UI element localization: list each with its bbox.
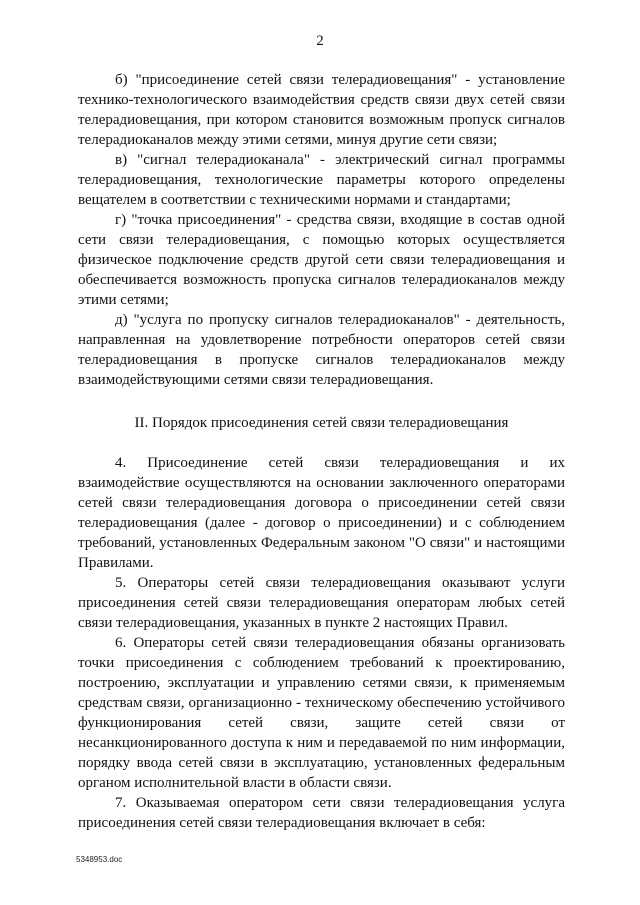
document-body <box>78 70 565 833</box>
page-number: 2 <box>316 33 324 49</box>
paragraph-g: г) "точка присоединения" - средства связи, входящие в состав одной сети связи телерадиовещания, с помощью которых осуществляется физическое подключение средств другой сети связи телерадиовещания и обеспечивается возможность пропуска сигналов телерадиоканалов между этими сетями; <box>78 212 565 308</box>
paragraph-d: д) "услуга по пропуску сигналов телерадиоканалов" - деятельность, направленная на удовлетворение потребности операторов сетей связи телерадиовещания в пропуске сигналов телерадиоканалов между взаимодействующими сетями связи телерадиовещания. <box>78 312 565 388</box>
file-name-footer: 5348953.doc <box>76 855 123 864</box>
paragraph-6: 6. Операторы сетей связи телерадиовещания обязаны организовать точки присоединения с соблюдением требований к проектированию, построению, эксплуатации и управлению сетями связи, к применяемым средствам связи, организационно - техническому обеспечению устойчивого функционирования сетей связи, защите сетей связи от несанкционированного доступа к ним и передаваемой по ним информации, порядку ввода сетей связи в эксплуатацию, установленных федеральным органом исполнительной власти в области связи. <box>78 635 565 791</box>
paragraph-7: 7. Оказываемая оператором сети связи телерадиовещания услуга присоединения сетей связи телерадиовещания включает в себя: <box>78 795 565 831</box>
paragraph-5: 5. Операторы сетей связи телерадиовещания оказывают услуги присоединения сетей связи телерадиовещания операторам любых сетей связи телерадиовещания, указанных в пункте 2 настоящих Правил. <box>78 575 565 631</box>
section-title: II. Порядок присоединения сетей связи телерадиовещания <box>134 415 509 431</box>
paragraph-b: б) "присоединение сетей связи телерадиовещания" - установление технико-технологического взаимодействия средств связи двух сетей связи телерадиовещания, при котором становится возможным пропуск сигналов телерадиоканалов между этими сетями, минуя другие сети связи; <box>78 72 565 148</box>
paragraph-4: 4. Присоединение сетей связи телерадиовещания и их взаимодействие осуществляются на основании заключенного операторами сетей связи телерадиовещания договора о присоединении сетей связи телерадиовещания (далее - договор о присоединении) и с соблюдением требований, установленных Федеральным законом "О связи" и настоящими Правилами. <box>78 455 565 571</box>
paragraph-v: в) "сигнал телерадиоканала" - электрический сигнал программы телерадиовещания, технологические параметры которого определены вещателем в соответствии с техническими нормами и стандартами; <box>78 152 565 208</box>
